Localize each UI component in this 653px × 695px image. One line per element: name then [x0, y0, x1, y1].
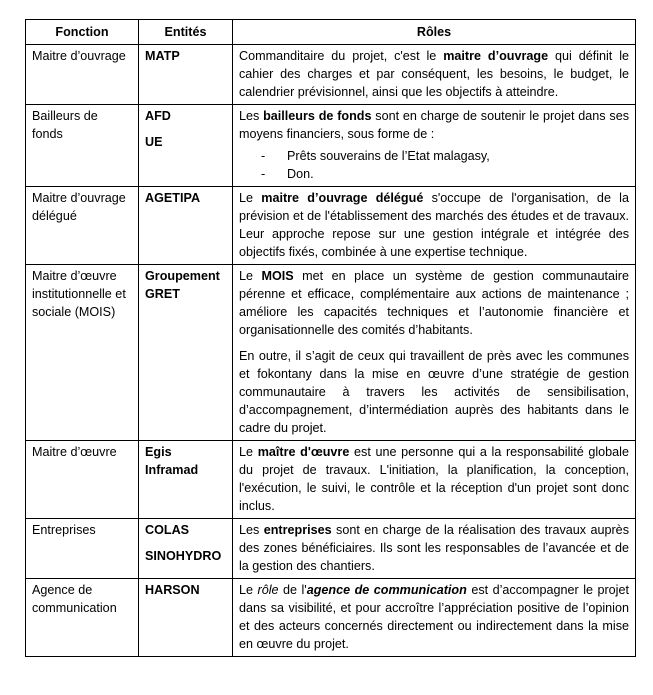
role-keyword: agence de communication	[306, 583, 467, 597]
role-paragraph	[239, 47, 629, 101]
role-text: sont en charge de la réalisation des travaux auprès des zones bénéficiaires. Ils sont les responsables de l’avancée et de la gestion des chantiers.	[239, 523, 629, 573]
fonction-cell: Entreprises	[26, 519, 139, 579]
roles-table	[25, 19, 636, 657]
entite-name: Egis Inframad	[145, 445, 199, 477]
entite-name: MATP	[145, 49, 180, 63]
role-keyword: maitre d’ouvrage	[443, 49, 549, 63]
fonction-cell: Bailleurs de fonds	[26, 105, 139, 187]
roles-cell	[233, 519, 636, 579]
table-row	[26, 187, 636, 265]
role-text: Le	[239, 583, 258, 597]
entite-name: AGETIPA	[145, 191, 201, 205]
role-text: s'occupe de l'organisation, de la prévision et de l'établissement des marchés des études et de travaux. Leur approche repose sur une gestion intégrale et intégrée des objectifs fixés, combinée à une expertise technique.	[239, 191, 629, 259]
role-emphasis: rôle	[257, 583, 279, 597]
header-fonction: Fonction	[26, 20, 139, 45]
entites-cell	[139, 441, 233, 519]
role-text: Les	[239, 109, 264, 123]
role-keyword: bailleurs de fonds	[263, 109, 372, 123]
role-text: met en place un système de gestion communautaire pérenne et efficace, complémentaire aux actions de maintenance ; améliore les capacités techniques et l’autonomie financière et organisationnelle des comités d’habitants.	[239, 269, 629, 337]
fonction-cell: Maitre d’œuvre institutionnelle et sociale (MOIS)	[26, 265, 139, 441]
roles-cell	[233, 45, 636, 105]
fonction-cell: Maitre d’ouvrage	[26, 45, 139, 105]
entites-cell	[139, 187, 233, 265]
list-item	[261, 147, 629, 165]
table-row	[26, 579, 636, 657]
role-paragraph	[239, 443, 629, 515]
role-paragraph	[239, 189, 629, 261]
role-paragraph	[239, 107, 629, 143]
role-keyword: maître d'œuvre	[257, 445, 350, 459]
entite-name: Groupement GRET	[145, 269, 220, 301]
entite-name: COLAS	[145, 523, 190, 537]
entite-name: AFD	[145, 109, 171, 123]
role-keyword: MOIS	[261, 269, 294, 283]
roles-cell	[233, 441, 636, 519]
header-roles: Rôles	[233, 20, 636, 45]
role-text: Le	[239, 445, 258, 459]
role-paragraph	[239, 581, 629, 653]
table-row	[26, 105, 636, 187]
table-row	[26, 45, 636, 105]
list-item-text: Don.	[287, 167, 314, 181]
role-text: Le	[239, 269, 262, 283]
header-entites: Entités	[139, 20, 233, 45]
role-paragraph	[239, 267, 629, 339]
list-item-text: Prêts souverains de l’Etat malagasy,	[287, 149, 490, 163]
fonction-cell: Agence de communication	[26, 579, 139, 657]
role-text: Le	[239, 191, 262, 205]
entites-cell	[139, 265, 233, 441]
entite-name: UE	[145, 135, 163, 149]
fonction-cell: Maitre d’ouvrage délégué	[26, 187, 139, 265]
entite-name: HARSON	[145, 583, 200, 597]
role-text: est d’accompagner le projet dans sa visibilité, et pour accroître l’appréciation positive de l’opinion et des acteurs concernés directement ou indirectement dans la mise en œuvre du projet.	[239, 583, 629, 651]
role-text: de l'	[278, 583, 307, 597]
document	[25, 19, 636, 657]
role-text: qui définit le cahier des charges et par conséquent, les besoins, le budget, le calendrier prévisionnel, ainsi que les objectifs à atteindre.	[239, 49, 630, 99]
entites-cell	[139, 519, 233, 579]
entites-cell	[139, 579, 233, 657]
role-paragraph	[239, 521, 629, 575]
dash-bullet: -	[261, 149, 266, 163]
role-text: sont en charge de soutenir le projet dans ses moyens financiers, sous forme de :	[239, 109, 629, 141]
role-keyword: maitre d’ouvrage délégué	[261, 191, 424, 205]
table-row	[26, 519, 636, 579]
dash-bullet: -	[261, 167, 266, 181]
entites-cell	[139, 105, 233, 187]
table-row	[26, 441, 636, 519]
entites-cell	[139, 45, 233, 105]
fonction-cell: Maitre d’œuvre	[26, 441, 139, 519]
list-item	[261, 165, 629, 183]
roles-cell	[233, 265, 636, 441]
financing-list	[239, 147, 629, 183]
entite-name: SINOHYDRO	[145, 549, 222, 563]
roles-cell	[233, 105, 636, 187]
table-row	[26, 265, 636, 441]
header-row	[26, 20, 636, 45]
role-text: Commanditaire du projet, c'est le	[239, 49, 444, 63]
role-paragraph: En outre, il s’agit de ceux qui travaillent de près avec les communes et fokontany dans la mise en œuvre d’une stratégie de gestion communautaire à travers les activités de sensibilisation, d’accompagnement, d’intermédiation auprès des habitants dans le cadre du projet.	[239, 349, 629, 435]
roles-cell	[233, 187, 636, 265]
role-text: est une personne qui a la responsabilité globale du projet de travaux. L'initiation, la planification, la conception, l'exécution, le suivi, le contrôle et la réception d'un projet sont donc inclus.	[239, 445, 629, 513]
role-keyword: entreprises	[263, 523, 332, 537]
roles-cell	[233, 579, 636, 657]
role-text: Les	[239, 523, 264, 537]
